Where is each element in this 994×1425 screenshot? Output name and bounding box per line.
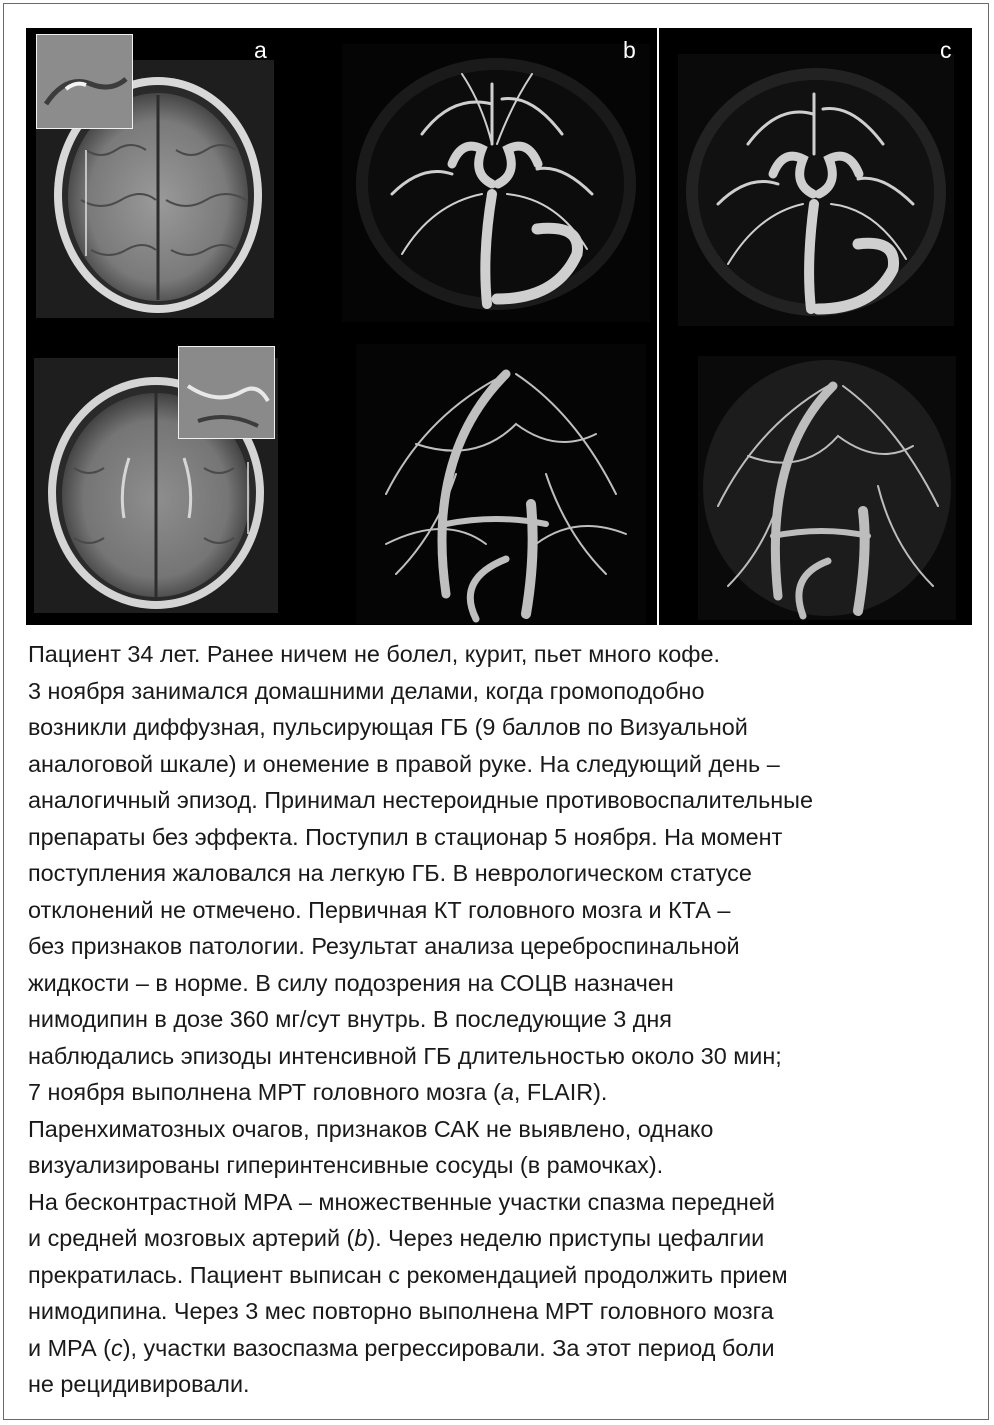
caption-line: возникли диффузная, пульсирующая ГБ (9 баллов по Визуальной xyxy=(28,714,748,740)
caption-text: ), участки вазоспазма регрессировали. За этот период боли xyxy=(122,1334,775,1361)
caption-line: Паренхиматозных очагов, признаков САК не выявлено, однако xyxy=(28,1115,714,1142)
caption-line: поступления жаловался на легкую ГБ. В неврологическом статусе xyxy=(28,860,752,886)
caption-line: На бесконтрастной МРА – множественные участки спазма передней xyxy=(28,1188,775,1215)
caption-line: прекратилась. Пациент выписан с рекомендацией продолжить прием xyxy=(28,1261,788,1288)
figure-caption xyxy=(28,636,978,1403)
panel-reference: c xyxy=(110,1334,123,1361)
caption-text: 7 ноября выполнена МРТ головного мозга ( xyxy=(28,1079,501,1105)
mra-c-axial-image xyxy=(678,54,954,326)
caption-line xyxy=(28,1220,978,1257)
page-frame xyxy=(3,3,989,1420)
caption-line: визуализированы гиперинтенсивные сосуды (в рамочках). xyxy=(28,1152,664,1178)
caption-text: ). Через неделю приступы цефалгии xyxy=(367,1225,765,1251)
caption-line: Пациент 34 лет. Ранее ничем не болел, курит, пьет много кофе. xyxy=(28,641,721,667)
caption-line: отклонений не отмечено. Первичная КТ головного мозга и КТА – xyxy=(28,896,731,923)
caption-line: нимодипин в дозе 360 мг/сут внутрь. В последующие 3 дня xyxy=(28,1006,672,1032)
caption-line xyxy=(28,1330,978,1367)
caption-line: не рецидивировали. xyxy=(28,1371,250,1397)
panel-label-a: a xyxy=(254,37,267,63)
caption-line: наблюдались эпизоды интенсивной ГБ длительностью около 30 мин; xyxy=(28,1042,782,1069)
caption-line: без признаков патологии. Результат анализа цереброспинальной xyxy=(28,933,740,959)
caption-line xyxy=(28,1074,978,1111)
caption-line: аналогичный эпизод. Принимал нестероидные противовоспалительные xyxy=(28,787,813,813)
panel-reference: a xyxy=(500,1079,514,1105)
caption-text: и МРА ( xyxy=(28,1334,111,1361)
mra-b-axial-image xyxy=(342,44,650,322)
mra-b-coronal-image xyxy=(356,344,646,624)
caption-line: аналоговой шкале) и онемение в правой руке. На следующий день – xyxy=(28,750,780,777)
caption-text: и средней мозговых артерий ( xyxy=(28,1225,355,1251)
caption-line: жидкости – в норме. В силу подозрения на СОЦВ назначен xyxy=(28,969,674,996)
panel-label-b: b xyxy=(623,37,636,63)
figure-panel xyxy=(26,28,972,625)
panel-divider xyxy=(657,28,659,625)
panel-reference: b xyxy=(354,1225,368,1251)
caption-text: , FLAIR). xyxy=(513,1079,608,1105)
mri-inset-lower xyxy=(178,346,275,439)
panel-label-c: c xyxy=(940,37,952,63)
mri-inset-upper xyxy=(36,34,133,129)
mra-c-coronal-image xyxy=(698,356,956,620)
caption-line: 3 ноября занимался домашними делами, когда громоподобно xyxy=(28,677,705,704)
caption-line: препараты без эффекта. Поступил в стационар 5 ноября. На момент xyxy=(28,823,783,850)
caption-line: нимодипина. Через 3 мес повторно выполнена МРТ головного мозга xyxy=(28,1298,774,1324)
